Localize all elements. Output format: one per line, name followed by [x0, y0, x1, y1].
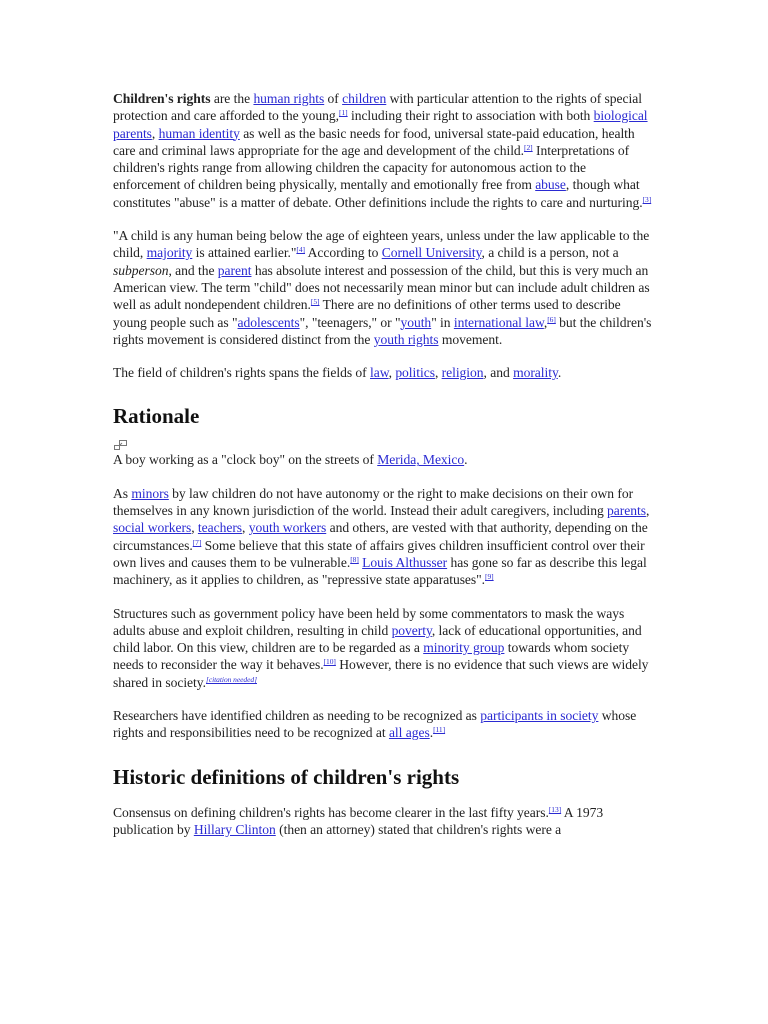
ref-link[interactable]: [13]	[548, 804, 562, 814]
ref-link[interactable]: [citation needed]	[205, 674, 257, 684]
link-adolescents[interactable]: adolescents	[237, 314, 300, 330]
link-biological-parents[interactable]: biological parents	[113, 108, 648, 141]
ref-4[interactable]	[296, 245, 305, 254]
text: is attained earlier."	[192, 245, 297, 261]
text: including their right to association with both	[347, 108, 594, 124]
ref-link[interactable]: [7]	[192, 537, 202, 547]
ref-link[interactable]: [5]	[310, 297, 320, 307]
text: , a child is a person, not a	[481, 245, 619, 261]
link-majority[interactable]: majority	[146, 245, 193, 261]
citation-needed[interactable]	[206, 675, 257, 684]
ref-link[interactable]: [9]	[485, 572, 494, 582]
link-children[interactable]: children	[342, 91, 387, 106]
ref-link[interactable]: [8]	[350, 554, 359, 564]
link-abuse[interactable]: abuse	[535, 177, 566, 193]
ref-1[interactable]	[339, 108, 348, 117]
link-poverty[interactable]: poverty	[391, 622, 432, 638]
heading-historic-definitions: Historic definitions of children's rights	[113, 764, 460, 789]
text: has absolute interest and possession of the child, but this is very much an American view. The term "child" does not necessarily mean minor but can include adult children as well as adult nondependent children.	[113, 262, 650, 313]
text: but the children's rights movement is considered distinct from the	[113, 314, 652, 347]
link-human-rights[interactable]: human rights	[253, 91, 325, 106]
text: Interpretations of children's rights range from allowing children the capacity for autonomous action to the enforcement of children being physically, mentally and emotionally free from	[113, 142, 630, 193]
text: However, there is no evidence that such views are widely shared in society.	[113, 657, 649, 690]
text: Structures such as government policy have been held by some commentators to mask the ways adults abuse and exploit children, resulting in child	[113, 605, 625, 638]
researchers-paragraph	[113, 707, 653, 742]
ref-link[interactable]: [6]	[547, 314, 556, 324]
ref-link[interactable]: [11]	[433, 725, 446, 735]
text: As	[113, 485, 132, 501]
ref-6[interactable]	[547, 315, 556, 324]
text: (then an attorney) stated that children's rights were a	[275, 821, 562, 837]
link-religion[interactable]: religion	[441, 365, 484, 381]
text: , and the	[168, 262, 218, 278]
text: by law children do not have autonomy or the right to make decisions on their own for themselves in any known jurisdiction of the world. Instead their adult caregivers, including	[113, 485, 634, 519]
enlarge-icon[interactable]	[114, 440, 127, 450]
text: ,	[151, 125, 159, 141]
text: are the	[210, 91, 254, 106]
text: A 1973 publication by	[113, 804, 604, 837]
ref-2[interactable]	[524, 143, 533, 152]
link-law[interactable]: law	[370, 365, 389, 381]
text: as well as the basic needs for food, universal state-paid education, health care and criminal laws appropriate for the age and development of the child.	[113, 125, 635, 158]
text: There are no definitions of other terms used to describe young people such as "	[113, 297, 621, 330]
link-cornell-university[interactable]: Cornell University	[381, 245, 482, 261]
ref-link[interactable]: [1]	[339, 108, 348, 118]
text: , and	[483, 365, 514, 381]
text: The field of children's rights spans the fields of	[113, 365, 370, 381]
text: ,	[645, 503, 650, 519]
text: ,	[242, 520, 249, 536]
text: ,	[191, 520, 198, 536]
image-caption	[113, 451, 653, 468]
text: ", "teenagers," or "	[299, 314, 401, 330]
text: According to	[305, 245, 382, 261]
ref-5[interactable]	[311, 297, 320, 306]
link-politics[interactable]: politics	[395, 365, 435, 381]
link-teachers[interactable]: teachers	[197, 520, 243, 536]
text: with particular attention to the rights of special protection and care afforded to the young,	[113, 91, 642, 124]
link-social-workers[interactable]: social workers	[113, 520, 192, 536]
link-youth-rights[interactable]: youth rights	[373, 331, 439, 347]
ref-11[interactable]	[433, 725, 445, 734]
text: A boy working as a "clock boy" on the streets of	[113, 452, 378, 468]
text: , though what constitutes "abuse" is a matter of debate. Other definitions include the rights to care and nurturing.	[113, 177, 643, 210]
intro-paragraph	[113, 90, 653, 211]
link-youth-workers[interactable]: youth workers	[248, 520, 327, 536]
text: Some believe that this state of affairs gives children insufficient control over their own lives and causes them to be vulnerable.	[113, 537, 645, 570]
link-youth[interactable]: youth	[400, 314, 432, 330]
definition-paragraph	[113, 227, 653, 348]
text: ,	[543, 314, 548, 330]
text: "A child is any human being below the age of eighteen years, unless under the law applicable to the child,	[113, 228, 650, 261]
bold-term: Children's rights	[113, 91, 211, 106]
article	[113, 90, 653, 838]
text: , lack of educational opportunities, and child labor. On this view, children are to be regarded as a	[113, 622, 642, 656]
link-human-identity[interactable]: human identity	[158, 125, 240, 141]
link-all-ages[interactable]: all ages	[388, 725, 430, 741]
link-minors[interactable]: minors	[131, 485, 169, 501]
ref-9[interactable]	[485, 572, 494, 581]
minors-paragraph	[113, 485, 653, 589]
ref-3[interactable]	[643, 195, 652, 204]
link-louis-althusser[interactable]: Louis Althusser	[362, 554, 448, 570]
italic-term: subperson	[113, 262, 169, 278]
consensus-paragraph	[113, 804, 653, 839]
text: of	[324, 91, 343, 106]
text: whose rights and responsibilities need to be recognized at	[113, 708, 637, 741]
ref-13[interactable]	[549, 805, 561, 814]
text: Researchers have identified children as needing to be recognized as	[113, 708, 481, 724]
ref-10[interactable]	[324, 657, 336, 666]
text: .	[429, 725, 434, 741]
ref-link[interactable]: [4]	[296, 245, 306, 255]
fields-paragraph	[113, 364, 653, 381]
text: ,	[388, 365, 396, 381]
text: .	[464, 452, 468, 468]
text: .	[557, 365, 562, 381]
text: ,	[434, 365, 442, 381]
text: Consensus on defining children's rights has become clearer in the last fifty years.	[113, 804, 549, 820]
text: movement.	[438, 331, 503, 347]
ref-link[interactable]: [3]	[642, 194, 652, 204]
link-parent[interactable]: parent	[217, 262, 252, 278]
link-hillary-clinton[interactable]: Hillary Clinton	[193, 821, 276, 837]
ref-link[interactable]: [10]	[323, 657, 336, 667]
ref-8[interactable]	[350, 555, 359, 564]
structures-paragraph	[113, 605, 653, 691]
link-minority-group[interactable]: minority group	[423, 640, 505, 656]
text: has gone so far as describe this legal machinery, as it applies to children, as "repressive state apparatuses".	[113, 554, 647, 588]
ref-link[interactable]: [2]	[524, 142, 533, 152]
link-international-law[interactable]: international law	[453, 314, 544, 330]
heading-rationale: Rationale	[113, 404, 200, 429]
link-morality[interactable]: morality	[513, 365, 558, 381]
link-participants-in-society[interactable]: participants in society	[480, 708, 599, 724]
link-merida-mexico[interactable]: Merida, Mexico	[377, 452, 465, 468]
link-parents[interactable]: parents	[607, 503, 646, 519]
text: and others, are vested with that authority, depending on the circumstances.	[113, 520, 648, 553]
text: " in	[431, 314, 454, 330]
text: towards whom society needs to reconsider the way it behaves.	[113, 640, 630, 673]
